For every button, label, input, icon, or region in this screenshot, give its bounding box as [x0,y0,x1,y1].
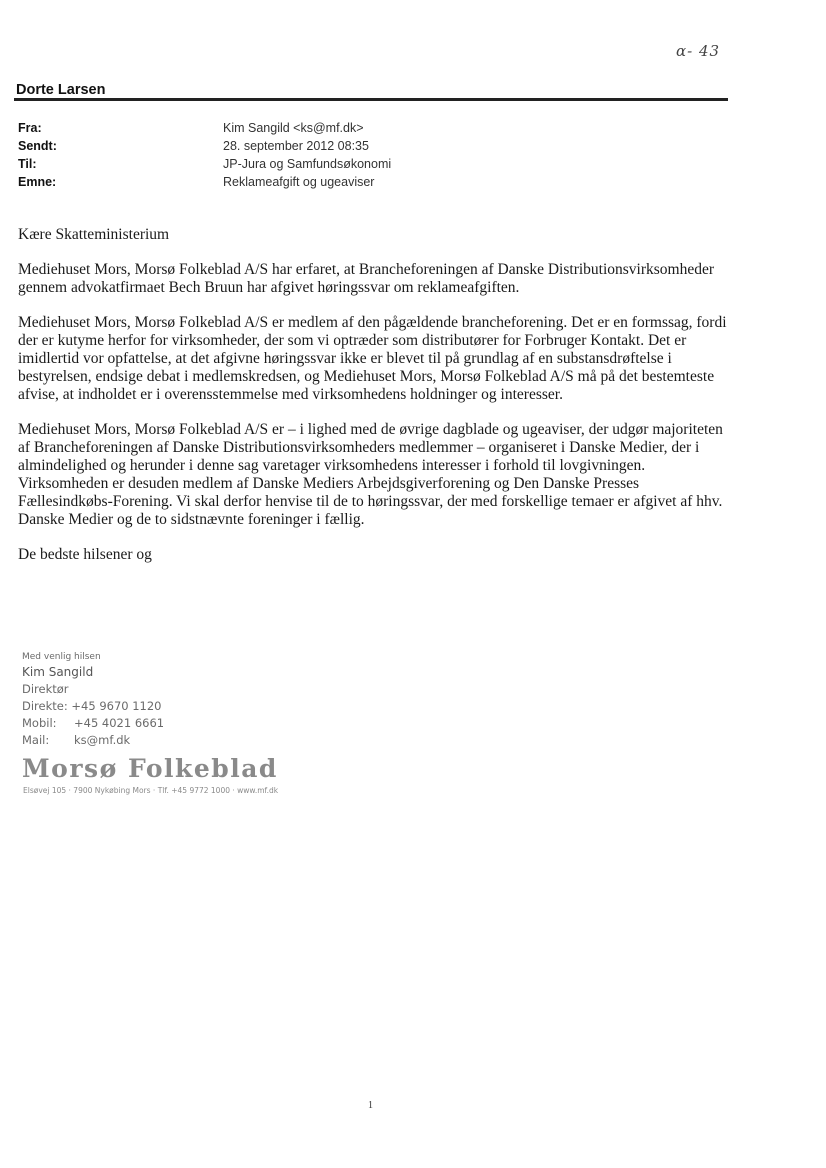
body-paragraph-2: Mediehuset Mors, Morsø Folkeblad A/S er medlem af den pågældende brancheforening. Det er en formssag, fordi der er kutyme herfor for virksomheder, der som vi optræder som distributører for Forbruger Kontakt. Det er imidlertid vor opfattelse, at det afgivne høringssvar ikke er blevet til på grundlag af en substansdrøftelse i bestyrelsen, endsige debat i medlemskredsen, og Mediehuset Mors, Morsø Folkeblad A/S må på det bestemteste afvise, at indholdet er i overensstemmelse med virksomhedens holdninger og interesser. [18,314,727,403]
signature-direct-label: Direkte: [22,699,68,713]
signature-mobile-value: +45 4021 6661 [74,716,165,730]
meta-label-subject: Emne: [18,175,57,189]
signature-mail-row [22,732,164,749]
signature-mobile-label: Mobil: [22,716,57,730]
meta-label-sent: Sendt: [18,139,57,153]
body-greeting: Kære Skatteministerium [18,226,170,243]
handwritten-page-note: ɑ- 43 [676,42,721,60]
signature-greeting: Med venlig hilsen [22,652,101,662]
header-divider [14,98,728,101]
meta-row-sent [18,137,391,155]
meta-value-sent: 28. september 2012 08:35 [223,139,369,153]
meta-row-from [18,119,391,137]
signature-mail-label: Mail: [22,733,50,747]
company-address: Elsøvej 105 · 7900 Nykøbing Mors · Tlf. +45 9772 1000 · www.mf.dk [23,786,279,795]
page-number: 1 [368,1100,373,1111]
signature-mail-value: ks@mf.dk [74,733,131,747]
meta-value-subject: Reklameafgift og ugeaviser [223,175,375,189]
signature-block [22,651,164,749]
meta-value-from: Kim Sangild <ks@mf.dk> [223,121,364,135]
meta-row-subject [18,173,391,191]
morso-folkeblad-logo: Morsø Folkeblad [22,754,278,783]
signature-title: Direktør [22,682,69,696]
body-paragraph-3: Mediehuset Mors, Morsø Folkeblad A/S er – i lighed med de øvrige dagblade og ugeaviser, der udgør majoriteten af Brancheforeningen af Danske Distributionsvirksomheders medlemmer – organiseret i Danske Medier, der i almindelighed og herunder i denne sag varetager virksomhedens interesser i forhold til lovgivningen. Virksomheden er desuden medlem af Danske Mediers Arbejdsgiverforening og Den Danske Presses Fællesindkøbs-Forening. Vi skal derfor henvise til de to høringssvar, der med forskellige temaer er afgivet af hhv. Danske Medier og de to sidstnævnte foreninger i fællig. [18,421,723,528]
signature-direct-row [22,698,164,715]
meta-value-to: JP-Jura og Samfundsøkonomi [223,157,392,171]
sender-name: Dorte Larsen [16,82,106,98]
body-closing: De bedste hilsener og [18,546,152,563]
email-body [18,226,730,581]
meta-row-to [18,155,391,173]
body-paragraph-1: Mediehuset Mors, Morsø Folkeblad A/S har erfaret, at Brancheforeningen af Danske Distributionsvirksomheder gennem advokatfirmaet Bech Bruun har afgivet høringssvar om reklameafgiften. [18,261,715,296]
signature-direct-value: +45 9670 1120 [71,699,162,713]
signature-mobile-row [22,715,164,732]
email-meta-block [18,119,391,191]
meta-label-to: Til: [18,157,37,171]
signature-name: Kim Sangild [22,665,94,679]
meta-label-from: Fra: [18,121,42,135]
